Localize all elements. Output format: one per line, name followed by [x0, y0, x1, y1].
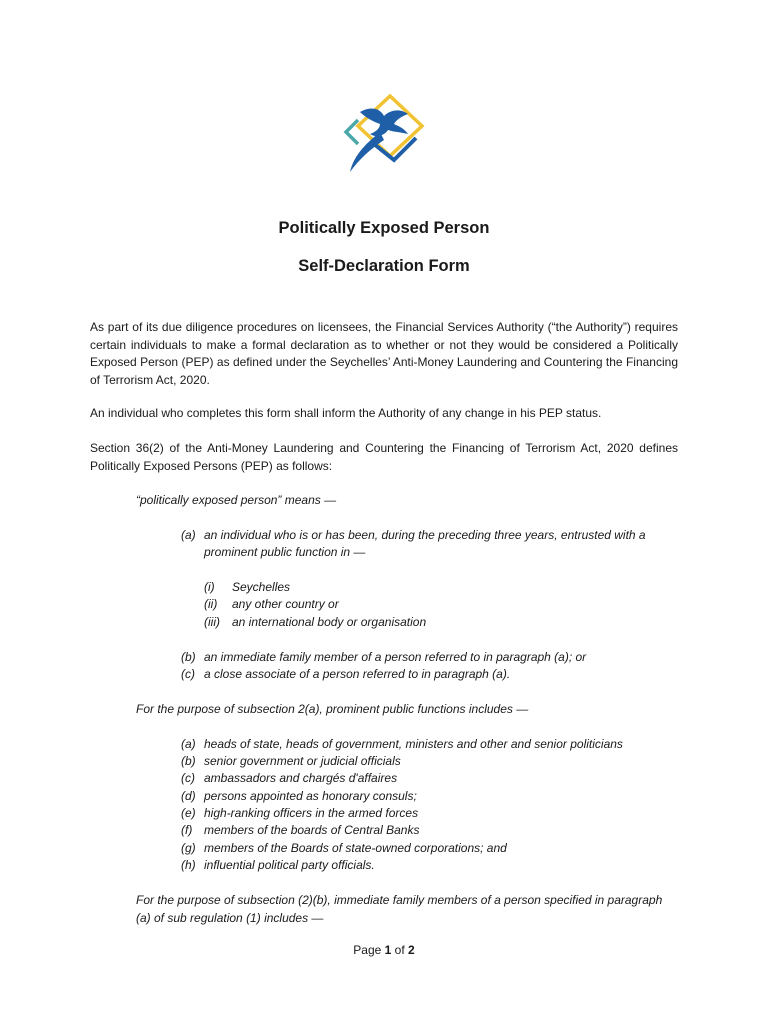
function-item-text: members of the boards of Central Banks [204, 823, 420, 837]
footer-total-pages: 2 [408, 943, 415, 957]
page-subtitle: Self-Declaration Form [298, 257, 470, 275]
section-reference-paragraph: Section 36(2) of the Anti-Money Laundering and Countering the Financing of Terrorism Act, 2020 defines Politically Exposed Persons (PEP) as follows: [90, 441, 678, 473]
page-footer [0, 943, 768, 957]
sub-item-text: Seychelles [232, 580, 291, 594]
functions-lead: For the purpose of subsection 2(a), prominent public functions includes — [136, 702, 529, 716]
function-item-text: influential political party officials. [204, 858, 375, 872]
sub-item-label: (ii) [204, 597, 218, 611]
intro-paragraph: As part of its due diligence procedures on licensees, the Financial Services Authority (“the Authority”) requires certain individuals to make a formal declaration as to whether or not they would be considered a Politically Exposed Person (PEP) as defined under the Seychelles’ Anti-Money Laundering and Countering the Financing of Terrorism Act, 2020. [90, 320, 678, 387]
page-title: Politically Exposed Person [278, 219, 490, 237]
function-item-text: ambassadors and chargés d'affaires [204, 771, 398, 785]
definition-item-c-label: (c) [181, 667, 195, 681]
function-item-text: members of the Boards of state-owned corporations; and [204, 841, 507, 855]
sub-item-text: any other country or [232, 597, 339, 611]
definition-item-a-line1: an individual who is or has been, during the preceding three years, entrusted with a [204, 528, 646, 542]
function-item-label: (g) [181, 841, 196, 855]
function-item-label: (c) [181, 771, 195, 785]
definition-item-a-line2: prominent public function in — [204, 545, 366, 559]
function-item-label: (f) [181, 823, 193, 837]
definition-item-a-label: (a) [181, 528, 196, 542]
notice-paragraph: An individual who completes this form shall inform the Authority of any change in his PEP status. [90, 406, 602, 420]
footer-current-page: 1 [384, 943, 392, 957]
function-item-text: persons appointed as honorary consuls; [204, 789, 417, 803]
definition-item-b-text: an immediate family member of a person referred to in paragraph (a); or [204, 650, 587, 664]
function-item-text: heads of state, heads of government, ministers and other and senior politicians [204, 737, 623, 751]
function-item-label: (h) [181, 858, 196, 872]
definition-item-b-label: (b) [181, 650, 196, 664]
bird-over-diamonds-logo [340, 92, 434, 182]
sub-item-label: (i) [204, 580, 215, 594]
footer-page-word: Page [353, 943, 382, 957]
function-item-text: high-ranking officers in the armed forces [204, 806, 419, 820]
function-item-label: (d) [181, 789, 196, 803]
definition-lead: “politically exposed person” means — [136, 493, 337, 507]
function-item-label: (a) [181, 737, 196, 751]
function-item-label: (e) [181, 806, 196, 820]
definition-item-c-text: a close associate of a person referred to in paragraph (a). [204, 667, 511, 681]
sub-item-label: (iii) [204, 615, 220, 629]
family-lead: For the purpose of subsection (2)(b), immediate family members of a person specified in paragraph (a) of sub regulation (1) includes — [136, 893, 663, 925]
footer-of-word: of [394, 943, 405, 957]
function-item-label: (b) [181, 754, 196, 768]
function-item-text: senior government or judicial officials [204, 754, 401, 768]
sub-item-text: an international body or organisation [232, 615, 427, 629]
